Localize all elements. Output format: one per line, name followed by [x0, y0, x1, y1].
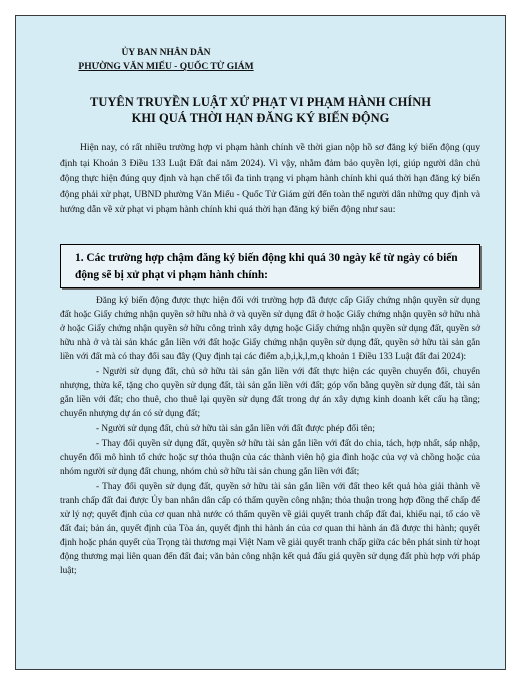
- section-heading: 1. Các trường hợp chậm đăng ký biến động khi quá 30 ngày kể từ ngày có biến động sẽ bị xử phạt vi phạm hành chính:: [75, 252, 458, 281]
- body-paragraph: - Người sử dụng đất, chủ sở hữu tài sản gắn liền với đất được phép đổi tên;: [96, 424, 375, 434]
- document-page: [15, 15, 506, 670]
- section-body: [60, 294, 480, 579]
- section-heading-box: [60, 244, 480, 288]
- body-paragraph: - Thay đổi quyền sử dụng đất, quyền sở hữu tài sản gắn liền với đất do chia, tách, hợp nhất, sáp nhập, chuyển đổi mô hình tổ chức hoặc sự thỏa thuận của các thành viên hộ gia đình hoặc của vợ và chồng hoặc của nhóm người sử dụng đất chung, nhóm chủ sở hữu tài sản chung gắn liền với đất;: [60, 439, 480, 477]
- title-line1: TUYÊN TRUYỀN LUẬT XỬ PHẠT VI PHẠM HÀNH CHÍNH: [89, 95, 431, 109]
- title-line2: KHI QUÁ THỜI HẠN ĐĂNG KÝ BIẾN ĐỘNG: [131, 111, 390, 125]
- document-title: [16, 94, 505, 126]
- body-paragraph: Đăng ký biến động được thực hiện đối với trường hợp đã được cấp Giấy chứng nhận quyền sử dụng đất hoặc Giấy chứng nhận quyền sở hữu nhà ở và quyền sử dụng đất ở hoặc Giấy chứng nhận quyền sở hữu nhà ở hoặc Giấy chứng nhận quyền sở hữu công trình xây dựng hoặc Giấy chứng nhận quyền sử dụng đất, quyền sở hữu nhà ở và tài sản khác gắn liền với đất hoặc Giấy chứng nhận quyền sử dụng đất, quyền sở hữu tài sản gắn liền với đất mà có thay đổi sau đây (Quy định tại các điểm a,b,i,k,l,m,q khoản 1 Điều 133 Luật đất đai 2024):: [60, 296, 480, 362]
- body-paragraph: - Thay đổi quyền sử dụng đất, quyền sở hữu tài sản gắn liền với đất theo kết quả hòa giải thành về tranh chấp đất đai được Ủy ban nhân dân cấp có thẩm quyền công nhận; thỏa thuận trong hợp đồng thế chấp để xử lý nợ; quyết định của cơ quan nhà nước có thẩm quyền về giải quyết tranh chấp đất đai, khiếu nại, tố cáo về đất đai; bản án, quyết định của Tòa án, quyết định thi hành án của cơ quan thi hành án đã được thi hành; quyết định hoặc phán quyết của Trọng tài thương mại Việt Nam về giải quyết tranh chấp giữa các bên phát sinh từ hoạt động thương mại liên quan đến đất đai; văn bản công nhận kết quả đấu giá quyền sử dụng đất phù hợp với pháp luật;: [60, 482, 480, 576]
- intro-paragraph: [60, 140, 480, 218]
- issuer-line2: PHƯỜNG VĂN MIẾU - QUỐC TỬ GIÁM: [78, 62, 254, 72]
- body-paragraph: - Người sử dụng đất, chủ sở hữu tài sản gắn liền với đất thực hiện các quyền chuyển đổi, chuyển nhượng, thừa kế, tặng cho quyền sử dụng đất, tài sản gắn liền với đất; góp vốn bằng quyền sử dụng đất, tài sản gắn liền với đất; cho thuê, cho thuê lại quyền sử dụng đất trong dự án xây dựng kinh doanh kết cấu hạ tầng; chuyển nhượng dự án có sử dụng đất;: [60, 367, 480, 419]
- issuer-header: [16, 46, 316, 74]
- issuer-line1: ỦY BAN NHÂN DÂN: [121, 48, 211, 58]
- intro-text: Hiện nay, có rất nhiều trường hợp vi phạm hành chính về thời gian nộp hồ sơ đăng ký biến động (quy định tại Khoản 3 Điều 133 Luật Đất đai năm 2024). Vì vậy, nhằm đảm bảo quyền lợi, giúp người dân chủ động thực hiện đúng quy định và hạn chế tối đa tình trạng vi phạm hành chính khi quá thời hạn đăng ký biến động phải xử phạt, UBND phường Văn Miếu - Quốc Tử Giám gửi đến toàn thể người dân những quy định và hướng dẫn về xử phạt vi phạm hành chính khi quá thời hạn đăng ký biến động như sau:: [60, 142, 480, 215]
